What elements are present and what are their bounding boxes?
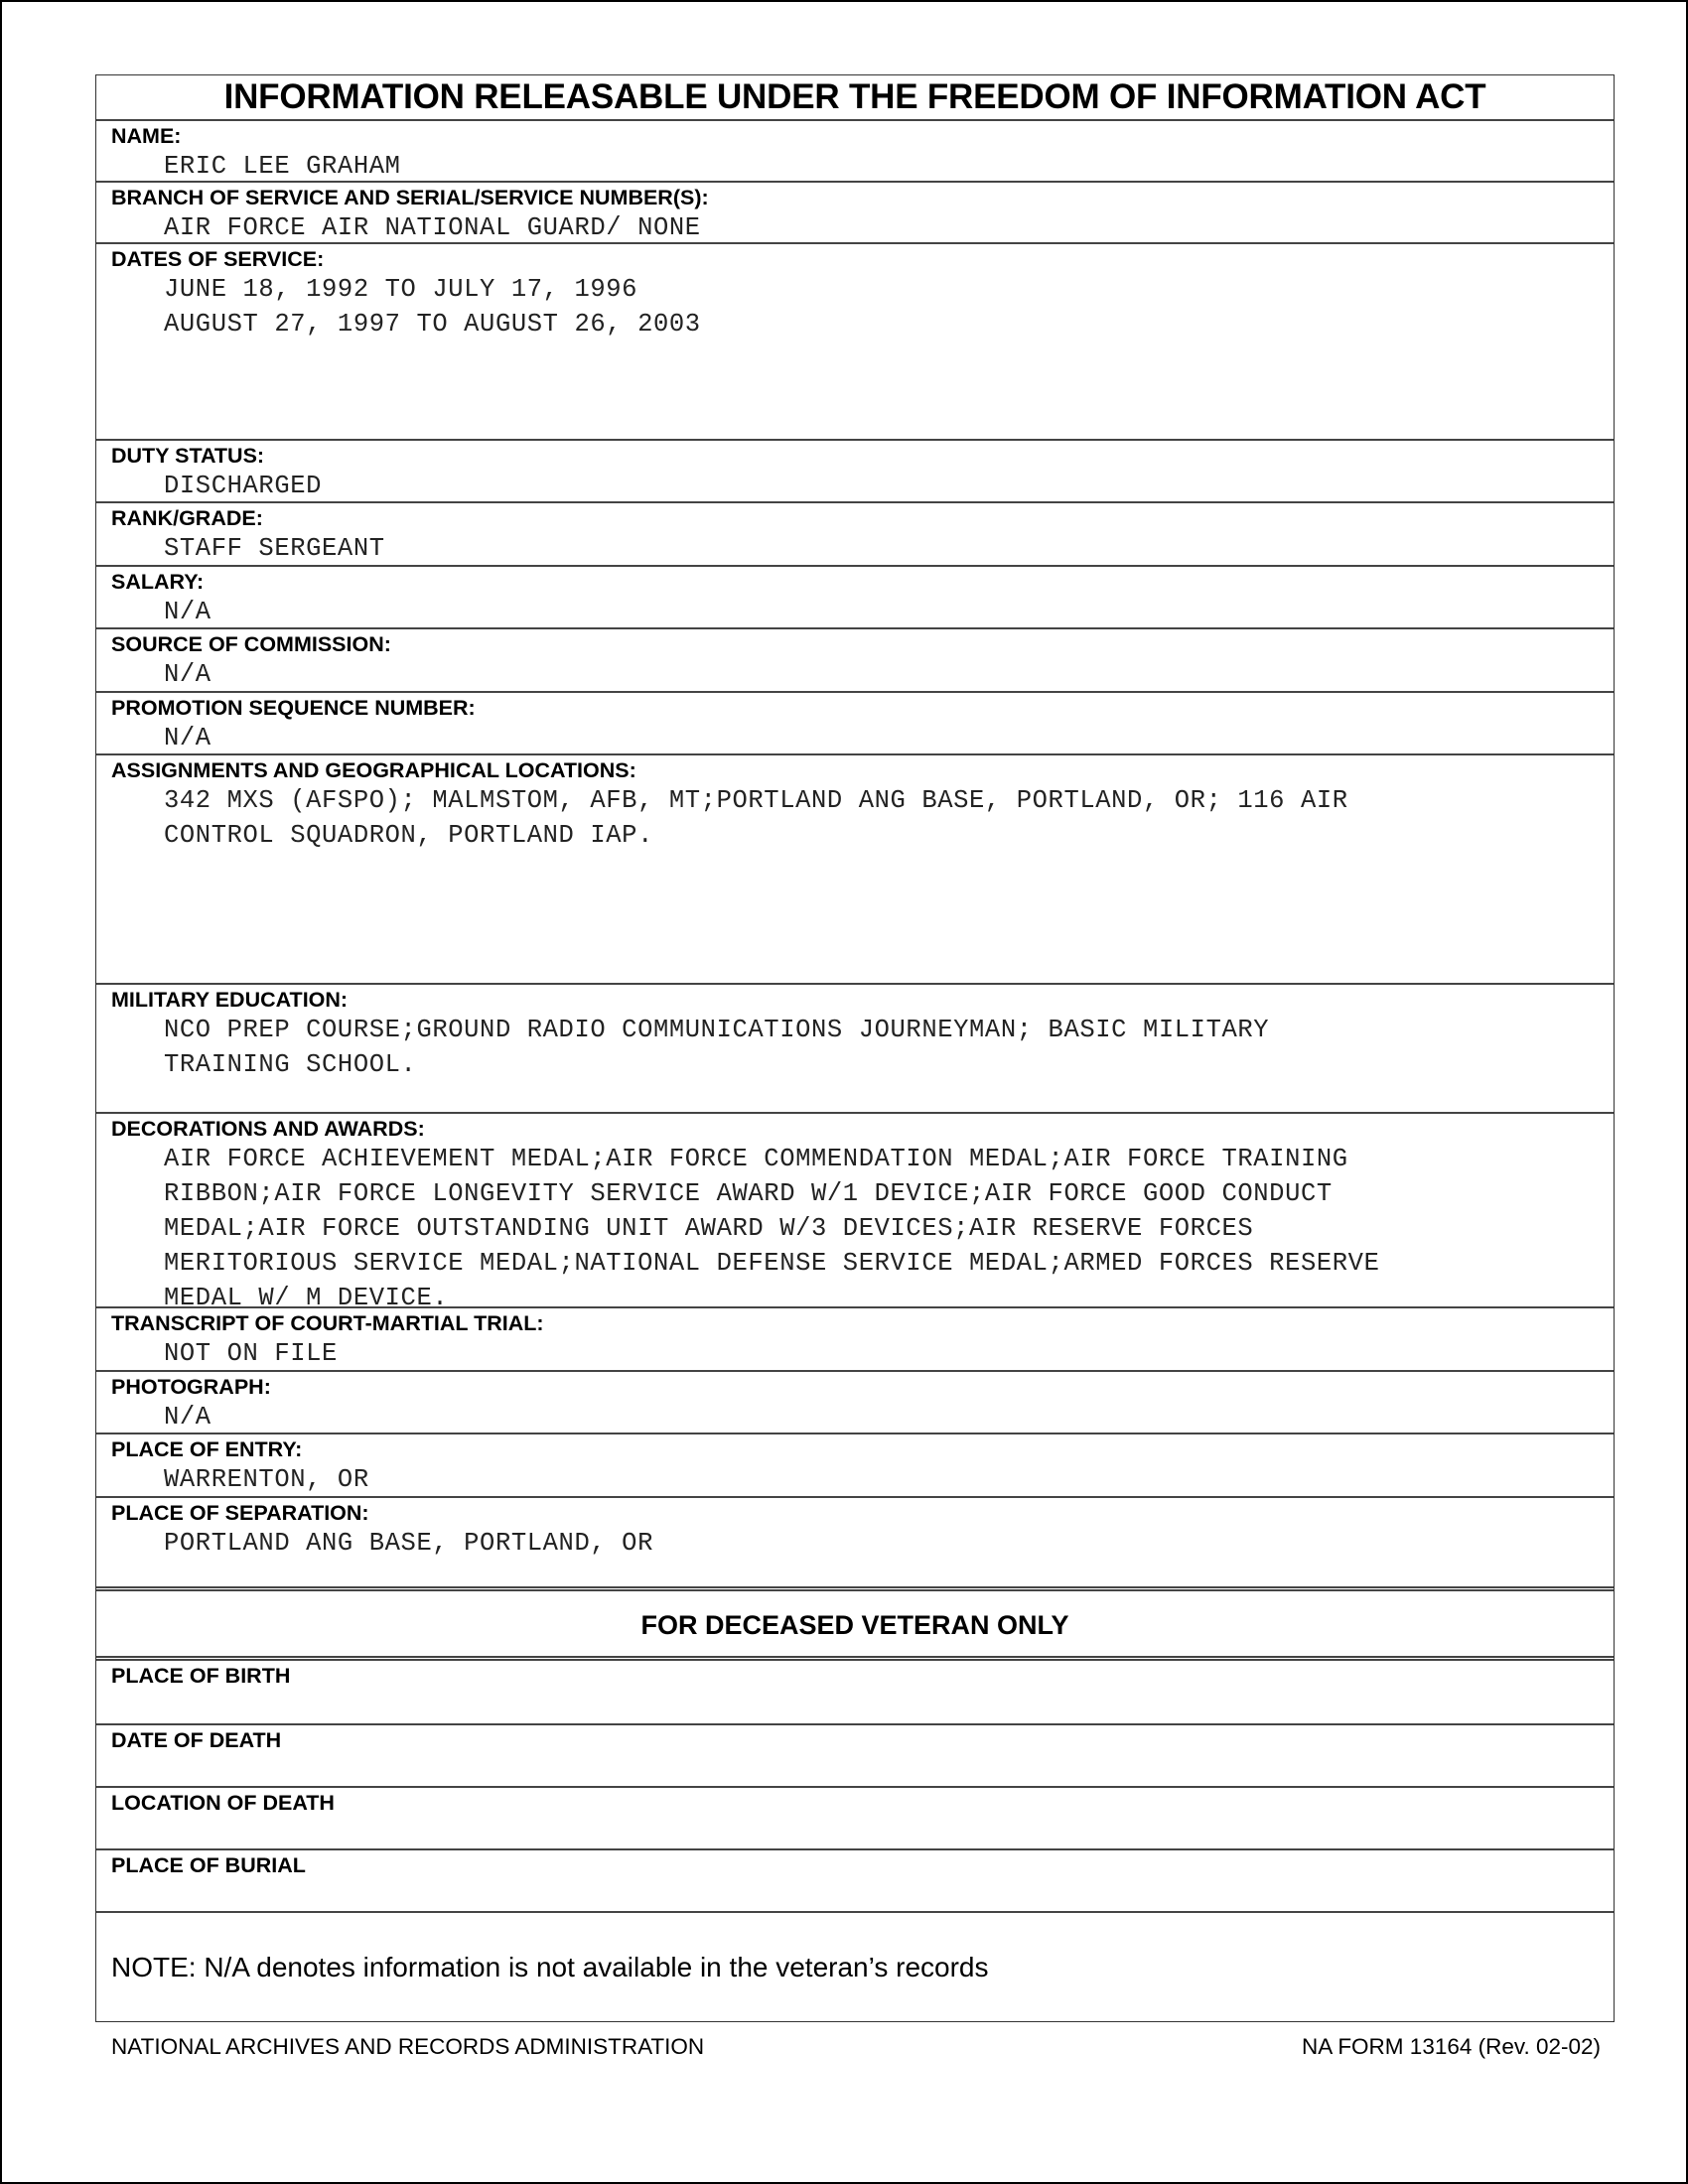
note-text: NOTE: N/A denotes information is not available in the veteran’s records: [111, 1952, 989, 1982]
field-label: DUTY STATUS:: [111, 444, 265, 468]
field-value: STAFF SERGEANT: [164, 534, 385, 563]
field-name: [96, 121, 1614, 183]
field-value-line: JUNE 18, 1992 TO JULY 17, 1996: [164, 275, 638, 304]
deceased-section-header: [96, 1591, 1614, 1661]
field-label: NAME:: [111, 124, 182, 148]
field-value-line: NCO PREP COURSE;GROUND RADIO COMMUNICATIONS JOURNEYMAN; BASIC MILITARY: [164, 1016, 1270, 1044]
field-label: PROMOTION SEQUENCE NUMBER:: [111, 696, 476, 720]
field-label: DATES OF SERVICE:: [111, 247, 325, 271]
field-label: TRANSCRIPT OF COURT-MARTIAL TRIAL:: [111, 1311, 544, 1335]
field-value-line: MEDAL W/ M DEVICE.: [164, 1284, 449, 1308]
field-value-line: CONTROL SQUADRON, PORTLAND IAP.: [164, 821, 653, 850]
field-promotion-sequence: [96, 693, 1614, 755]
field-value-line: 342 MXS (AFSPO); MALMSTOM, AFB, MT;PORTLAND ANG BASE, PORTLAND, OR; 116 AIR: [164, 786, 1348, 815]
field-value: NOT ON FILE: [164, 1339, 338, 1368]
field-decorations-awards: [96, 1114, 1614, 1308]
foia-form: [95, 74, 1615, 2022]
form-title: INFORMATION RELEASABLE UNDER THE FREEDOM OF INFORMATION ACT: [223, 77, 1486, 116]
field-label: RANK/GRADE:: [111, 506, 263, 530]
field-value: PORTLAND ANG BASE, PORTLAND, OR: [164, 1529, 653, 1558]
field-dates-of-service: [96, 244, 1614, 441]
field-place-of-birth: [96, 1661, 1614, 1725]
deceased-section-title: FOR DECEASED VETERAN ONLY: [640, 1610, 1069, 1640]
field-label: PLACE OF BIRTH: [111, 1664, 291, 1688]
field-rank-grade: [96, 503, 1614, 567]
field-assignments: [96, 755, 1614, 985]
field-duty-status: [96, 441, 1614, 503]
field-label: DECORATIONS AND AWARDS:: [111, 1117, 425, 1141]
field-label: PLACE OF BURIAL: [111, 1853, 306, 1877]
field-place-of-entry: [96, 1434, 1614, 1498]
field-branch: [96, 183, 1614, 244]
note-row: [96, 1913, 1614, 2023]
field-place-of-separation: [96, 1498, 1614, 1591]
field-label: ASSIGNMENTS AND GEOGRAPHICAL LOCATIONS:: [111, 758, 636, 782]
field-label: SOURCE OF COMMISSION:: [111, 632, 391, 656]
field-value: WARRENTON, OR: [164, 1465, 369, 1494]
field-label: PLACE OF SEPARATION:: [111, 1501, 369, 1525]
field-value: N/A: [164, 598, 211, 626]
field-photograph: [96, 1372, 1614, 1434]
footer-form-id: NA FORM 13164 (Rev. 02-02): [1302, 2034, 1601, 2059]
field-place-of-burial: [96, 1850, 1614, 1913]
field-location-of-death: [96, 1788, 1614, 1850]
field-label: BRANCH OF SERVICE AND SERIAL/SERVICE NUMBER(S):: [111, 186, 709, 209]
field-value-line: TRAINING SCHOOL.: [164, 1050, 417, 1079]
field-value-line: AUGUST 27, 1997 TO AUGUST 26, 2003: [164, 310, 701, 339]
field-value: N/A: [164, 1403, 211, 1432]
field-date-of-death: [96, 1725, 1614, 1788]
field-label: SALARY:: [111, 570, 205, 594]
field-label: LOCATION OF DEATH: [111, 1791, 335, 1815]
field-value: N/A: [164, 724, 211, 752]
field-value: ERIC LEE GRAHAM: [164, 152, 401, 181]
field-label: DATE OF DEATH: [111, 1728, 282, 1752]
field-value: DISCHARGED: [164, 472, 323, 500]
form-title-row: [96, 75, 1614, 121]
field-value-line: MERITORIOUS SERVICE MEDAL;NATIONAL DEFENSE SERVICE MEDAL;ARMED FORCES RESERVE: [164, 1249, 1380, 1278]
field-court-martial: [96, 1308, 1614, 1372]
field-label: PLACE OF ENTRY:: [111, 1437, 303, 1461]
field-value: AIR FORCE AIR NATIONAL GUARD/ NONE: [164, 213, 701, 242]
field-label: PHOTOGRAPH:: [111, 1375, 271, 1399]
field-source-of-commission: [96, 629, 1614, 693]
footer-agency: NATIONAL ARCHIVES AND RECORDS ADMINISTRATION: [111, 2034, 705, 2059]
field-military-education: [96, 985, 1614, 1114]
field-value-line: RIBBON;AIR FORCE LONGEVITY SERVICE AWARD W/1 DEVICE;AIR FORCE GOOD CONDUCT: [164, 1179, 1333, 1208]
field-value-line: MEDAL;AIR FORCE OUTSTANDING UNIT AWARD W/3 DEVICES;AIR RESERVE FORCES: [164, 1214, 1254, 1243]
field-value-line: AIR FORCE ACHIEVEMENT MEDAL;AIR FORCE COMMENDATION MEDAL;AIR FORCE TRAINING: [164, 1145, 1348, 1173]
field-salary: [96, 567, 1614, 629]
field-label: MILITARY EDUCATION:: [111, 988, 349, 1012]
field-value: N/A: [164, 660, 211, 689]
